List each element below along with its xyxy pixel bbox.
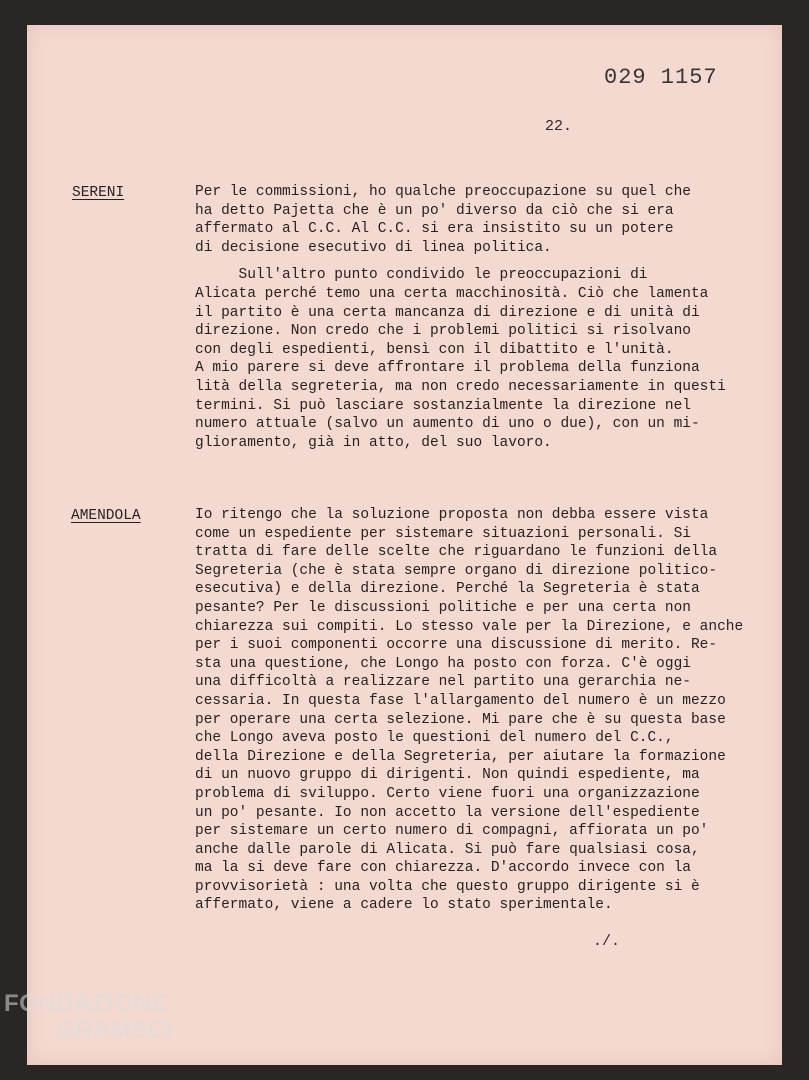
text-line: affermato al C.C. Al C.C. si era insistito su un potere [195,221,674,238]
text-line: problema di sviluppo. Certo viene fuori una organizzazione [195,785,700,802]
text-line: un po' pesante. Io non accetto la versione dell'espediente [195,804,700,821]
text-line: tratta di fare delle scelte che riguardano le funzioni della [195,544,718,561]
speaker-name-sereni: SERENI [72,185,125,201]
text-line: anche dalle parole di Alicata. Si può fare qualsiasi cosa, [195,841,700,858]
text-line: glioramento, già in atto, del suo lavoro. [195,434,552,451]
text-line: come un espediente per sistemare situazioni personali. Si [195,525,691,542]
speech-sereni [195,183,785,452]
text-line: per sistemare un certo numero di compagni, affiorata un po' [195,823,709,840]
speaker-name-amendola: AMENDOLA [71,508,141,524]
text-line: ha detto Pajetta che è un po' diverso da ciò che si era [195,202,674,219]
text-line: termini. Si può lasciare sostanzialmente la direzione nel [195,397,691,414]
text-line: una difficoltà a realizzare nel partito una gerarchia ne- [195,674,691,691]
paragraph-gap [195,257,785,266]
text-line: di decisione esecutivo di linea politica. [195,239,552,256]
text-line: esecutiva) e della direzione. Perché la Segreteria è stata [195,581,700,598]
text-line: della Direzione e della Segreteria, per aiutare la formazione [195,748,726,765]
text-line: Segreteria (che è stata sempre organo di direzione politico- [195,562,718,579]
text-line: Sull'altro punto condivido le preoccupazioni di [195,267,648,284]
text-line: lità della segreteria, ma non credo necessariamente in questi [195,378,726,395]
document-page [27,25,782,1065]
text-line: Per le commissioni, ho qualche preoccupazione su quel che [195,184,691,200]
text-line: direzione. Non credo che i problemi politici si risolvano [195,323,691,340]
text-line: affermato, viene a cadere lo stato sperimentale. [195,897,613,914]
text-line: che Longo aveva posto le questioni del numero del C.C., [195,730,674,747]
watermark-line-2: GRAMSCI [56,1016,173,1043]
page-number: 22. [545,118,573,135]
text-line: cessaria. In questa fase l'allargamento del numero è un mezzo [195,692,726,709]
fondazione-gramsci-watermark [4,992,173,1042]
text-line: con degli espedienti, bensì con il dibattito e l'unità. [195,341,674,358]
text-line: di un nuovo gruppo di dirigenti. Non quindi espediente, ma [195,767,700,784]
watermark-line-1: FONDAZIONE [4,990,168,1017]
text-line: provvisorietà : una volta che questo gruppo dirigente si è [195,878,700,895]
speech-paragraph [195,506,785,915]
text-line: chiarezza sui compiti. Lo stesso vale per la Direzione, e anche [195,618,744,635]
speech-amendola [195,506,785,915]
text-line: per i suoi componenti occorre una discussione di merito. Re- [195,637,718,654]
text-line: numero attuale (salvo un aumento di uno o due), con un mi- [195,416,700,433]
text-line: il partito è una certa mancanza di direzione e di unità di [195,304,700,321]
speech-paragraph [195,183,785,257]
text-line: sta una questione, che Longo ha posto con forza. C'è oggi [195,655,691,672]
text-line: Io ritengo che la soluzione proposta non debba essere vista [195,507,709,523]
archive-number: 029 1157 [604,65,718,90]
text-line: ma la si deve fare con chiarezza. D'accordo invece con la [195,860,691,877]
continuation-mark: ./. [593,933,621,950]
text-line: A mio parere si deve affrontare il problema della funziona [195,360,700,377]
text-line: per operare una certa selezione. Mi pare che è su questa base [195,711,726,728]
text-line: Alicata perché temo una certa macchinosità. Ciò che lamenta [195,285,709,302]
speech-paragraph [195,266,785,452]
text-line: pesante? Per le discussioni politiche e per una certa non [195,599,691,616]
